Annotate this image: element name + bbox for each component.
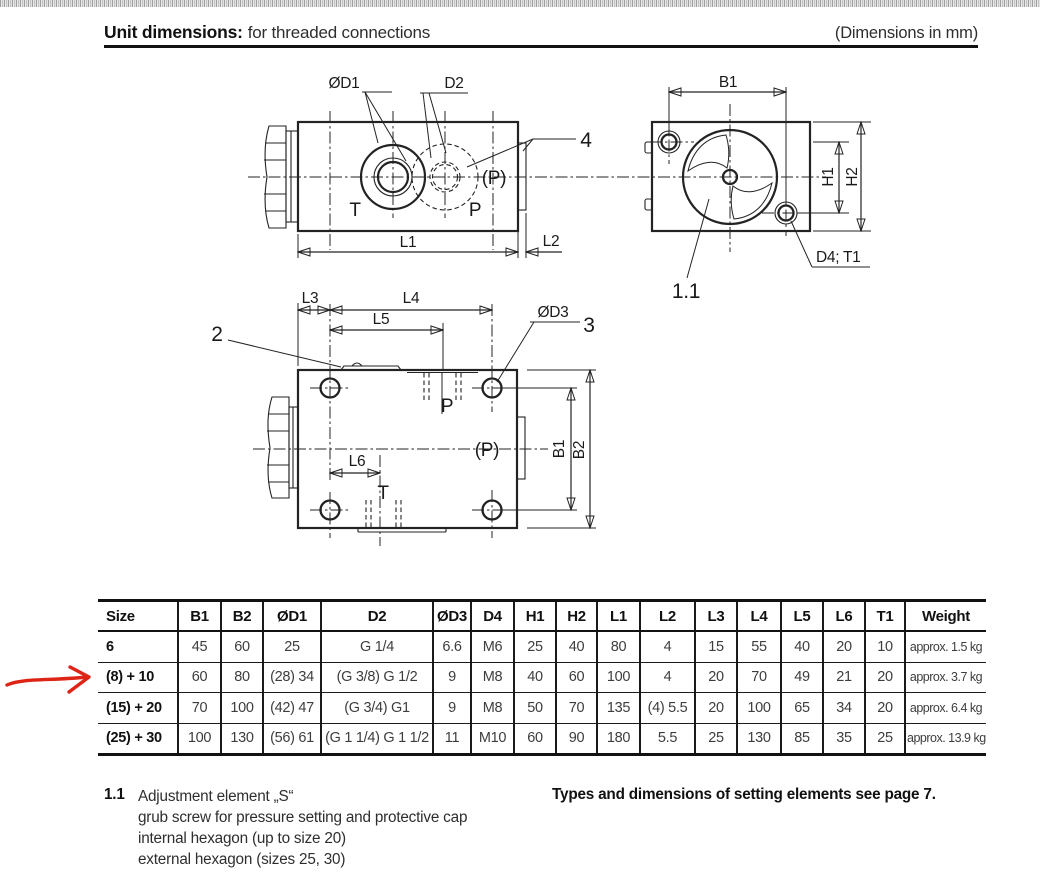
label-p: P xyxy=(468,200,482,221)
table-cell: 25 xyxy=(263,631,321,662)
table-cell: 80 xyxy=(221,662,263,693)
column-header: ØD1 xyxy=(263,601,321,632)
table-cell: 180 xyxy=(597,723,640,755)
table-cell: 6 xyxy=(98,631,178,662)
table-cell: 65 xyxy=(781,693,823,724)
footnotes xyxy=(104,786,467,870)
table-cell: (G 3/4) G1 xyxy=(321,693,433,724)
footnote-line: Adjustment element „S“ xyxy=(138,788,294,805)
table-cell: (15) + 20 xyxy=(98,693,178,724)
knob-grip-recess xyxy=(731,183,772,219)
label-t: T xyxy=(349,200,361,221)
table-cell: 25 xyxy=(865,723,905,755)
label-l2: L2 xyxy=(542,233,560,250)
table-cell: 6.6 xyxy=(433,631,471,662)
table-cell: M6 xyxy=(471,631,514,662)
table-cell: 100 xyxy=(597,662,640,693)
label-t-top: T xyxy=(377,483,389,504)
label-item-1-1: 1.1 xyxy=(671,280,701,303)
table-row xyxy=(98,662,986,693)
side-port-plate-top xyxy=(517,417,525,479)
dim-table xyxy=(98,599,986,756)
table-cell: approx. 6.4 kg xyxy=(905,693,986,724)
column-header: H2 xyxy=(556,601,597,632)
table-cell: 90 xyxy=(556,723,597,755)
table-cell: 20 xyxy=(695,693,737,724)
table-cell: 20 xyxy=(823,631,865,662)
table-cell: 20 xyxy=(865,693,905,724)
column-header: B2 xyxy=(221,601,263,632)
table-cell: 60 xyxy=(178,662,221,693)
table-cell: 10 xyxy=(865,631,905,662)
table-cell: 20 xyxy=(865,662,905,693)
table-row xyxy=(98,723,986,755)
table-cell: G 1/4 xyxy=(321,631,433,662)
column-header: ØD3 xyxy=(433,601,471,632)
table-cell: 70 xyxy=(737,662,781,693)
column-header: H1 xyxy=(514,601,556,632)
table-cell: approx. 3.7 kg xyxy=(905,662,986,693)
table-cell: M8 xyxy=(471,693,514,724)
table-cell: 55 xyxy=(737,631,781,662)
label-od1: ØD1 xyxy=(328,75,360,92)
column-header: D4 xyxy=(471,601,514,632)
dimension-table-wrap xyxy=(98,599,986,756)
page-subtitle: for threaded connections xyxy=(247,23,431,42)
column-header: T1 xyxy=(865,601,905,632)
table-cell: 25 xyxy=(514,631,556,662)
column-header: Size xyxy=(98,601,178,632)
table-cell: 49 xyxy=(781,662,823,693)
table-cell: (G 1 1/4) G 1 1/2 xyxy=(321,723,433,755)
table-cell: 11 xyxy=(433,723,471,755)
front-view xyxy=(264,75,592,258)
setting-elements-note: Types and dimensions of setting elements see page 7. xyxy=(552,786,936,803)
table-cell: 21 xyxy=(823,662,865,693)
table-cell: 100 xyxy=(737,693,781,724)
page-title: Unit dimensions: xyxy=(104,22,243,42)
table-cell: 15 xyxy=(695,631,737,662)
table-cell: 4 xyxy=(640,662,695,693)
label-b2-top: B2 xyxy=(571,440,588,460)
label-d4-t1: D4; T1 xyxy=(816,249,861,266)
label-d2: D2 xyxy=(444,75,464,92)
table-cell: 100 xyxy=(178,723,221,755)
label-p-paren: (P) xyxy=(481,168,507,189)
table-cell: 135 xyxy=(597,693,640,724)
label-l6: L6 xyxy=(348,453,366,470)
table-cell: (56) 61 xyxy=(263,723,321,755)
table-cell: 130 xyxy=(221,723,263,755)
table-cell: approx. 13.9 kg xyxy=(905,723,986,755)
table-cell: 70 xyxy=(178,693,221,724)
table-cell: 40 xyxy=(556,631,597,662)
end-view xyxy=(645,74,871,303)
table-cell: M8 xyxy=(471,662,514,693)
table-cell: 40 xyxy=(514,662,556,693)
footnote-lines xyxy=(138,786,467,870)
dimensions-note: (Dimensions in mm) xyxy=(834,24,978,42)
table-cell: 130 xyxy=(737,723,781,755)
table-cell: (42) 47 xyxy=(263,693,321,724)
label-item-2: 2 xyxy=(211,323,223,346)
red-arrow-annotation xyxy=(0,655,110,705)
footnote-line: internal hexagon (up to size 20) xyxy=(138,830,346,847)
table-cell: 40 xyxy=(781,631,823,662)
column-header: L5 xyxy=(781,601,823,632)
table-row xyxy=(98,693,986,724)
table-cell: 45 xyxy=(178,631,221,662)
label-l5: L5 xyxy=(372,311,390,328)
handwheel-top xyxy=(268,397,289,498)
table-cell: approx. 1.5 kg xyxy=(905,631,986,662)
table-cell: (25) + 30 xyxy=(98,723,178,755)
column-header: D2 xyxy=(321,601,433,632)
table-cell: (8) + 10 xyxy=(98,662,178,693)
table-cell: (G 3/8) G 1/2 xyxy=(321,662,433,693)
label-item-4: 4 xyxy=(580,129,592,152)
footnote-ref: 1.1 xyxy=(104,786,125,803)
label-h2: H2 xyxy=(844,167,861,187)
table-header-row xyxy=(98,601,986,632)
table-cell: 35 xyxy=(823,723,865,755)
label-l1: L1 xyxy=(399,234,417,251)
label-item-3: 3 xyxy=(583,314,595,337)
table-cell: 60 xyxy=(221,631,263,662)
table-cell: 9 xyxy=(433,662,471,693)
table-cell: (28) 34 xyxy=(263,662,321,693)
label-p-top: P xyxy=(440,396,454,417)
red-arrow-shaft xyxy=(7,677,87,685)
label-h1: H1 xyxy=(820,167,837,187)
table-cell: (4) 5.5 xyxy=(640,693,695,724)
table-cell: 34 xyxy=(823,693,865,724)
column-header: B1 xyxy=(178,601,221,632)
label-l4: L4 xyxy=(402,290,420,307)
table-cell: 25 xyxy=(695,723,737,755)
table-cell: 80 xyxy=(597,631,640,662)
label-p-paren-top: (P) xyxy=(474,440,500,461)
table-cell: 85 xyxy=(781,723,823,755)
table-cell: 50 xyxy=(514,693,556,724)
column-header: L1 xyxy=(597,601,640,632)
column-header: L3 xyxy=(695,601,737,632)
table-cell: 60 xyxy=(514,723,556,755)
table-cell: 60 xyxy=(556,662,597,693)
footnote-line: grub screw for pressure setting and protective cap xyxy=(138,809,468,826)
knob-grip-recess xyxy=(688,135,729,171)
label-l3: L3 xyxy=(301,290,319,307)
label-b1-top: B1 xyxy=(551,439,568,459)
table-cell: 100 xyxy=(221,693,263,724)
footnote-line: external hexagon (sizes 25, 30) xyxy=(138,851,346,868)
table-row xyxy=(98,631,986,662)
table-cell: 5.5 xyxy=(640,723,695,755)
label-b1-end: B1 xyxy=(718,74,738,91)
table-cell: 9 xyxy=(433,693,471,724)
top-view xyxy=(211,290,596,546)
column-header: Weight xyxy=(905,601,986,632)
table-cell: 70 xyxy=(556,693,597,724)
column-header: L6 xyxy=(823,601,865,632)
column-header: L4 xyxy=(737,601,781,632)
table-cell: 4 xyxy=(640,631,695,662)
label-od3: ØD3 xyxy=(537,304,569,321)
column-header: L2 xyxy=(640,601,695,632)
table-cell: 20 xyxy=(695,662,737,693)
table-cell: M10 xyxy=(471,723,514,755)
